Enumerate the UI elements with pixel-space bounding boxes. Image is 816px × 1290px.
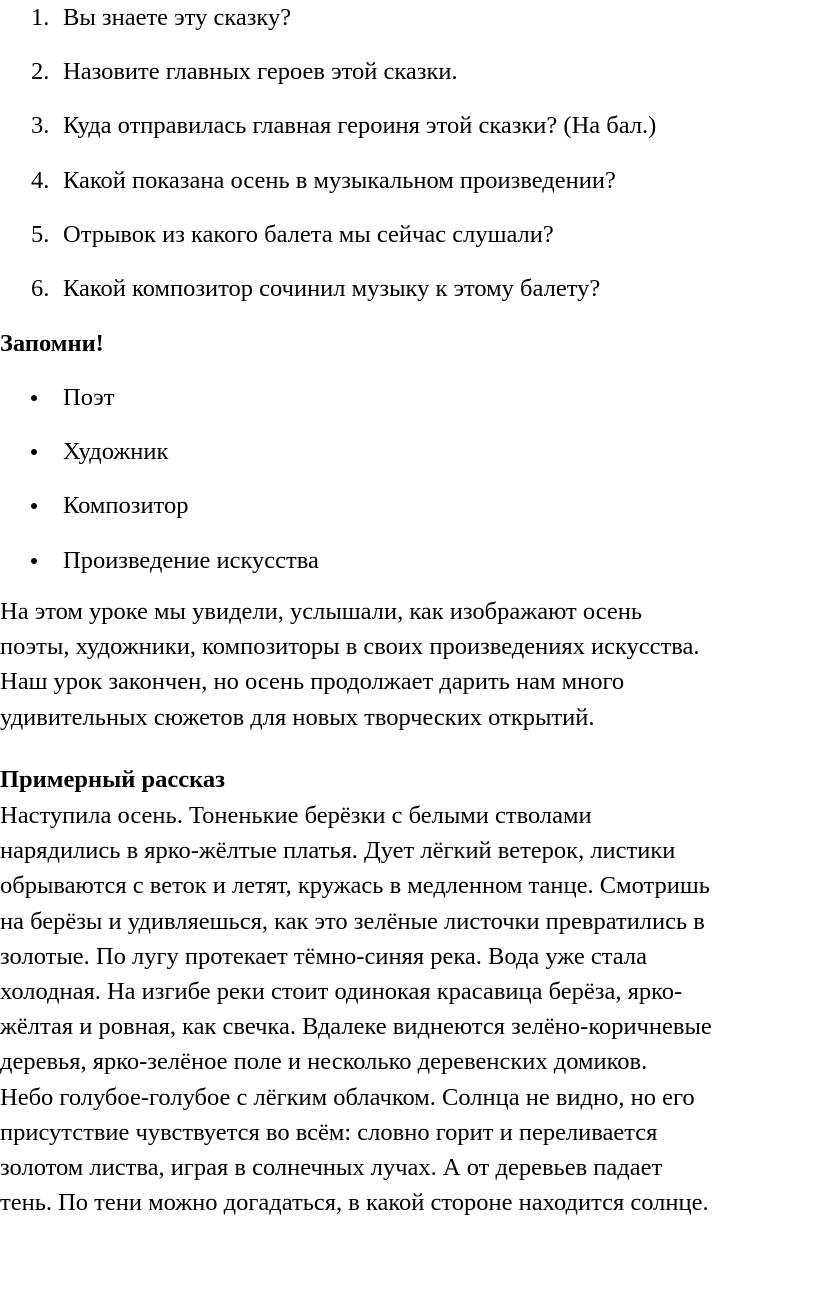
question-number: 4. — [31, 167, 50, 194]
story-paragraph — [0, 798, 816, 1220]
question-number: 6. — [31, 275, 50, 302]
list-item-label: Композитор — [63, 492, 189, 519]
paragraph-line: На этом уроке мы увидели, услышали, как изображают осень — [0, 598, 643, 625]
paragraph-line: деревья, ярко-зелёное поле и несколько деревенских домиков. — [0, 1048, 648, 1076]
bullet-icon — [31, 449, 37, 455]
question-text: Назовите главных героев этой сказки. — [63, 58, 458, 85]
paragraph-line: золотые. По лугу протекает тёмно-синяя река. Вода уже стала — [0, 942, 647, 970]
bullet-icon — [31, 395, 37, 401]
question-number: 1. — [31, 4, 50, 31]
question-text: Отрывок из какого балета мы сейчас слушали? — [63, 221, 554, 248]
paragraph-line: удивительных сюжетов для новых творческих открытий. — [0, 703, 595, 731]
paragraph-line: поэты, художники, композиторы в своих произведениях искусства. — [0, 633, 700, 661]
paragraph-line: холодная. На изгибе реки стоит одинокая красавица берёза, ярко- — [0, 978, 683, 1006]
question-text: Какой показана осень в музыкальном произведении? — [63, 167, 616, 194]
bullet-icon — [31, 503, 37, 509]
question-text: Куда отправилась главная героиня этой сказки? (На бал.) — [63, 112, 657, 139]
bullet-icon — [31, 558, 37, 564]
paragraph-line: Наш урок закончен, но осень продолжает дарить нам много — [0, 668, 625, 696]
paragraph-line: нарядились в ярко-жёлтые платья. Дует лёгкий ветерок, листики — [0, 837, 676, 865]
question-text: Вы знаете эту сказку? — [63, 4, 292, 31]
question-text: Какой композитор сочинил музыку к этому балету? — [63, 275, 601, 302]
paragraph-line: на берёзы и удивляешься, как это зелёные листочки превратились в — [0, 907, 705, 935]
paragraph-line: тень. По тени можно догадаться, в какой стороне находится солнце. — [0, 1189, 709, 1217]
list-item-label: Поэт — [63, 384, 115, 411]
remember-heading: Запомни! — [0, 330, 104, 357]
paragraph-line: присутствие чувствуется во всём: словно горит и переливается — [0, 1118, 658, 1146]
paragraph-line: Наступила осень. Тоненькие берёзки с белыми стволами — [0, 802, 592, 829]
paragraph-line: жёлтая и ровная, как свечка. Вдалеке виднеются зелёно-коричневые — [0, 1013, 712, 1041]
story-heading: Примерный рассказ — [0, 766, 225, 793]
list-item-label: Произведение искусства — [63, 547, 319, 574]
question-number: 5. — [31, 221, 50, 248]
question-number: 3. — [31, 112, 50, 139]
paragraph-line: обрываются с веток и летят, кружась в медленном танце. Смотришь — [0, 872, 710, 900]
question-number: 2. — [31, 58, 50, 85]
list-item-label: Художник — [63, 438, 169, 465]
paragraph-line: золотом листва, играя в солнечных лучах. А от деревьев падает — [0, 1154, 663, 1182]
conclusion-paragraph — [0, 594, 816, 735]
paragraph-line: Небо голубое-голубое с лёгким облачком. Солнца не видно, но его — [0, 1083, 695, 1111]
